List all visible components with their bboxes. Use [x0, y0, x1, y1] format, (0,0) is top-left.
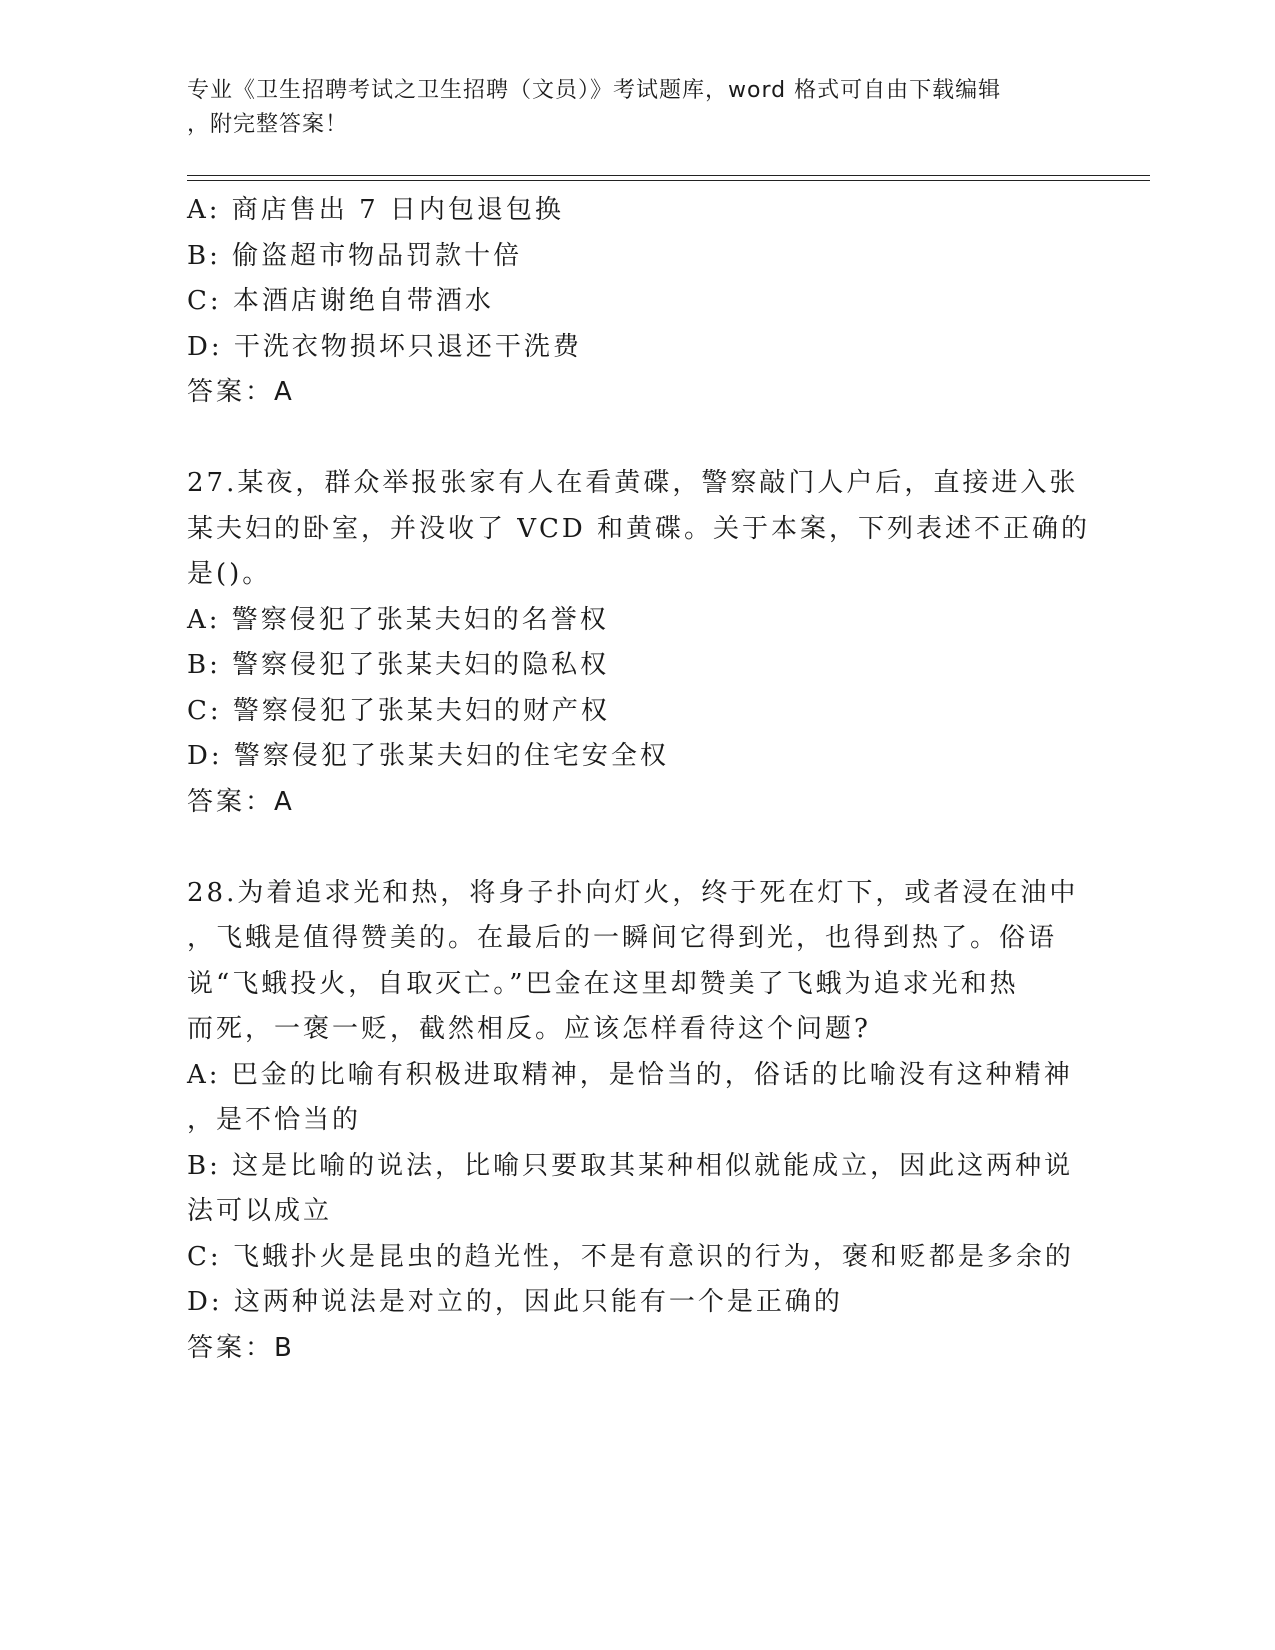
- answer: 答案：B: [187, 1332, 295, 1363]
- question-27: [187, 461, 1091, 825]
- question-stem-line: 是()。: [187, 559, 272, 589]
- option-d: D: 干洗衣物损坏只退还干洗费: [187, 331, 582, 362]
- option-b: B: 警察侵犯了张某夫妇的隐私权: [187, 650, 610, 680]
- question-26: [187, 188, 1087, 416]
- question-stem-line: 说“飞蛾投火，自取灭亡。”巴金在这里却赞美了飞蛾为追求光和热: [187, 968, 1019, 999]
- option-d: D: 警察侵犯了张某夫妇的住宅安全权: [187, 741, 669, 771]
- option-d: D: 这两种说法是对立的，因此只能有一个是正确的: [187, 1287, 843, 1317]
- header-title-line-2: ，附完整答案！: [187, 112, 349, 137]
- spacer: [187, 416, 1087, 462]
- header-divider-bottom: [187, 180, 1150, 181]
- option-c: C: 本酒店谢绝自带酒水: [187, 286, 494, 316]
- question-28: [187, 871, 1087, 1372]
- question-list: [187, 188, 1091, 1371]
- question-stem-line: 某夫妇的卧室，并没收了 VCD 和黄碟。关于本案，下列表述不正确的: [187, 513, 1091, 544]
- question-stem-line: 27.某夜，群众举报张家有人在看黄碟，警察敲门人户后，直接进入张: [187, 468, 1079, 498]
- option-a: A: 警察侵犯了张某夫妇的名誉权: [187, 604, 609, 635]
- option-b: B: 这是比喻的说法，比喻只要取其某种相似就能成立，因此这两种说: [187, 1150, 1074, 1181]
- answer: 答案：A: [187, 377, 295, 407]
- question-stem-line: 而死，一褒一贬，截然相反。应该怎样看待这个问题?: [187, 1014, 871, 1044]
- option-a: A: 巴金的比喻有积极进取精神，是恰当的，俗话的比喻没有这种精神: [187, 1059, 1073, 1090]
- answer: 答案：A: [187, 786, 295, 817]
- question-stem-line: ，飞蛾是值得赞美的。在最后的一瞬间它得到光，也得到热了。俗语: [187, 923, 1058, 953]
- option-c: C: 飞蛾扑火是昆虫的趋光性，不是有意识的行为，褒和贬都是多余的: [187, 1241, 1074, 1272]
- option-b: B: 偷盗超市物品罚款十倍: [187, 240, 523, 271]
- page-header: [187, 74, 1067, 142]
- option-a-continued: ，是不恰当的: [187, 1105, 362, 1135]
- question-stem-line: 28.为着追求光和热，将身子扑向灯火，终于死在灯下，或者浸在油中: [187, 877, 1079, 908]
- header-title-line-1: 专业《卫生招聘考试之卫生招聘（文员）》考试题库，word 格式可自由下载编辑: [187, 78, 1002, 103]
- option-a: A: 商店售出 7 日内包退包换: [187, 195, 564, 225]
- header-divider-top: [187, 175, 1150, 176]
- option-b-continued: 法可以成立: [187, 1196, 333, 1226]
- spacer: [187, 825, 1087, 871]
- option-c: C: 警察侵犯了张某夫妇的财产权: [187, 695, 610, 726]
